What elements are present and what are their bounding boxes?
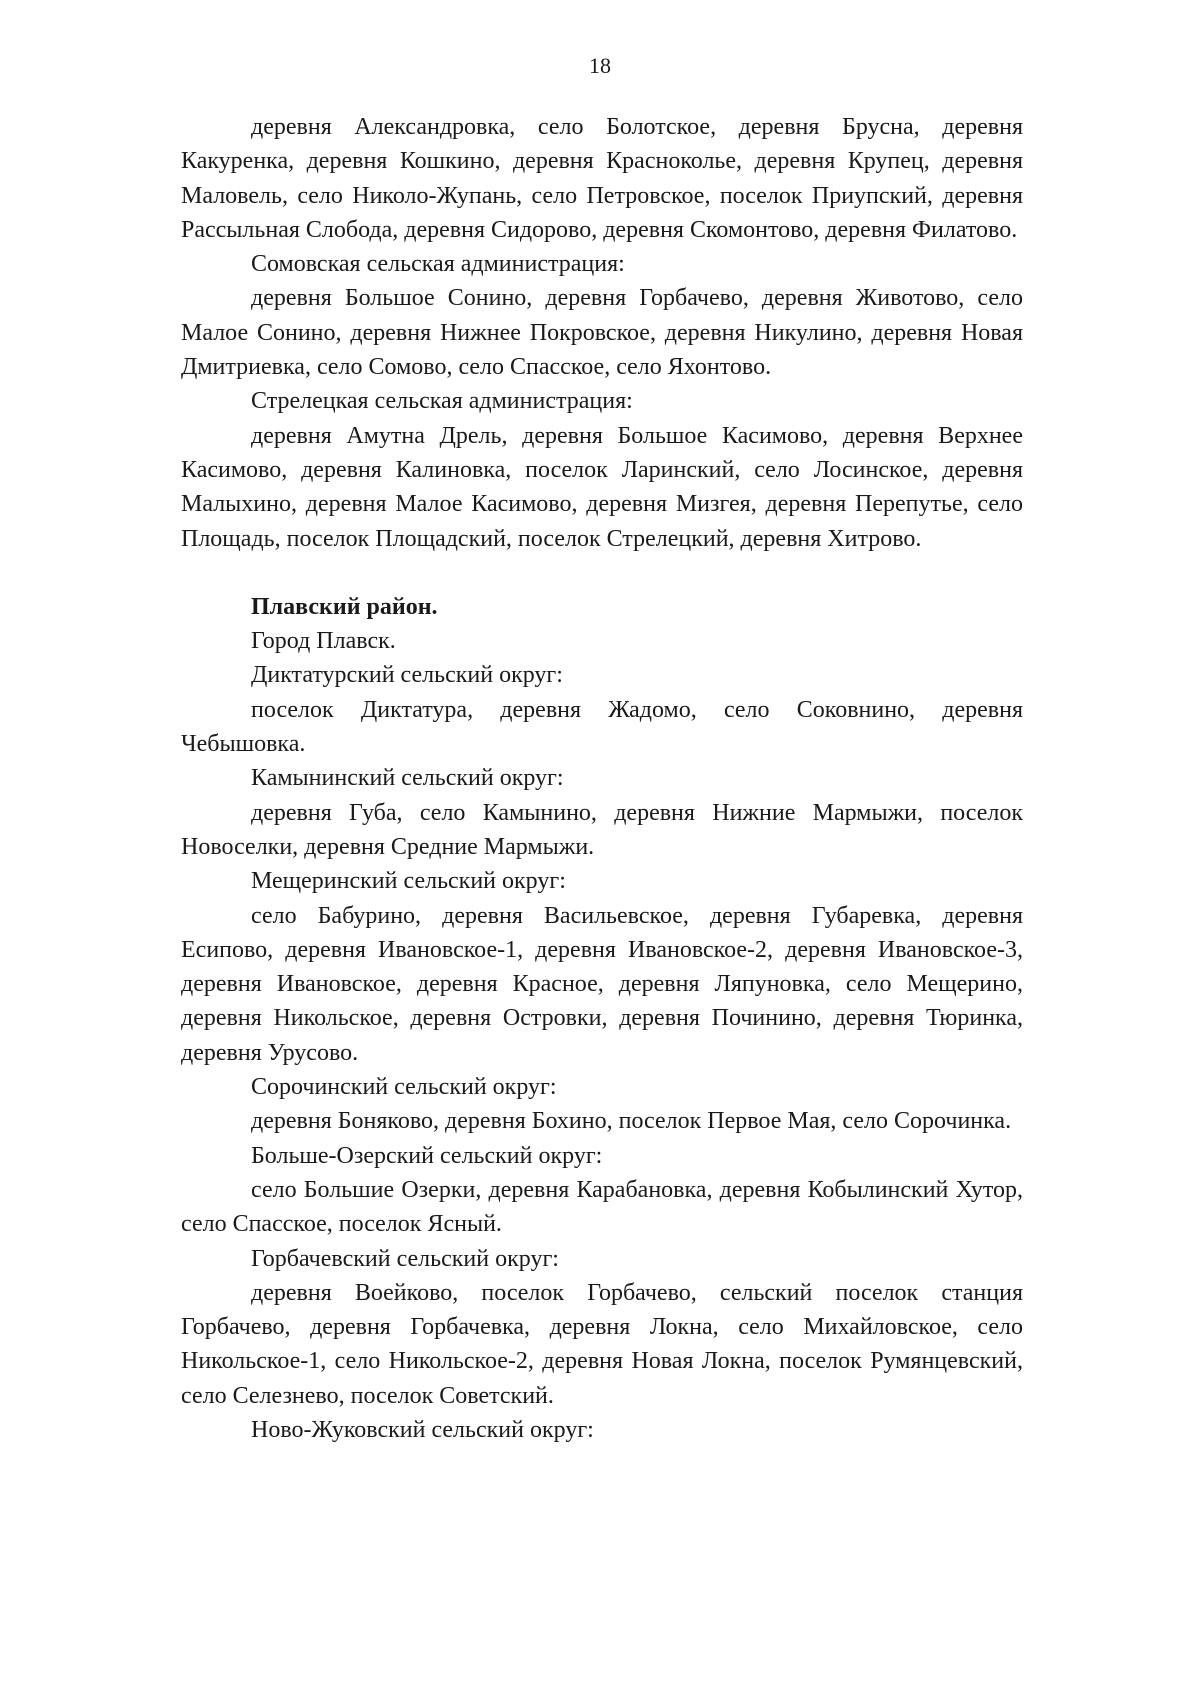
paragraph: Больше-Озерский сельский округ: <box>251 1142 603 1169</box>
paragraph: Мещеринский сельский округ: <box>251 868 566 895</box>
paragraph: село Бабурино, деревня Васильевское, деревня Губаревка, деревня Есипово, деревня Ивановское-1, деревня Ивановское-2, деревня Ивановское-3, деревня Ивановское, деревня Красное, деревня Ляпуновка, село Мещерино, деревня Никольское, деревня Островки, деревня Починино, деревня Тюринка, деревня Урусово. <box>181 902 1023 1066</box>
paragraph: Город Плавск. <box>251 628 396 655</box>
paragraph: деревня Губа, село Камынино, деревня Нижние Мармыжи, поселок Новоселки, деревня Средние Мармыжи. <box>181 799 1023 860</box>
paragraph: Горбачевский сельский округ: <box>251 1245 559 1272</box>
paragraph: Сорочинский сельский округ: <box>251 1074 557 1101</box>
document-body <box>181 110 1023 1447</box>
paragraph: деревня Амутна Дрель, деревня Большое Касимово, деревня Верхнее Касимово, деревня Калиновка, поселок Ларинский, село Лосинское, деревня Малыхино, деревня Малое Касимово, деревня Мизгея, деревня Перепутье, село Площадь, поселок Площадский, поселок Стрелецкий, деревня Хитрово. <box>181 422 1023 552</box>
paragraph: Ново-Жуковский сельский округ: <box>251 1416 594 1443</box>
section-heading: Плавский район. <box>251 593 438 620</box>
paragraph: село Большие Озерки, деревня Карабановка, деревня Кобылинский Хутор, село Спасское, поселок Ясный. <box>181 1176 1023 1238</box>
paragraph: Сомовская сельская администрация: <box>251 251 625 278</box>
paragraph: Камынинский сельский округ: <box>251 765 564 792</box>
paragraph: деревня Боняково, деревня Бохино, поселок Первое Мая, село Сорочинка. <box>251 1108 1012 1135</box>
paragraph: деревня Александровка, село Болотское, деревня Брусна, деревня Какуренка, деревня Кошкино, деревня Красноколье, деревня Крупец, деревня Маловель, село Николо-Жупань, село Петровское, поселок Приупский, деревня Рассыльная Слобода, деревня Сидорово, деревня Скомонтово, деревня Филатово. <box>181 114 1023 243</box>
page-number: 18 <box>589 53 611 78</box>
paragraph: Стрелецкая сельская администрация: <box>251 388 633 415</box>
paragraph: поселок Диктатура, деревня Жадомо, село Соковнино, деревня Чебышовка. <box>181 696 1023 758</box>
paragraph: деревня Воейково, поселок Горбачево, сельский поселок станция Горбачево, деревня Горбачевка, деревня Локна, село Михайловское, село Никольское-1, село Никольское-2, деревня Новая Локна, поселок Румянцевский, село Селезнево, поселок Советский. <box>181 1279 1023 1409</box>
paragraph: Диктатурский сельский округ: <box>251 662 563 689</box>
paragraph: деревня Большое Сонино, деревня Горбачево, деревня Животово, село Малое Сонино, деревня Нижнее Покровское, деревня Никулино, деревня Новая Дмитриевка, село Сомово, село Спасское, село Яхонтово. <box>181 285 1023 381</box>
